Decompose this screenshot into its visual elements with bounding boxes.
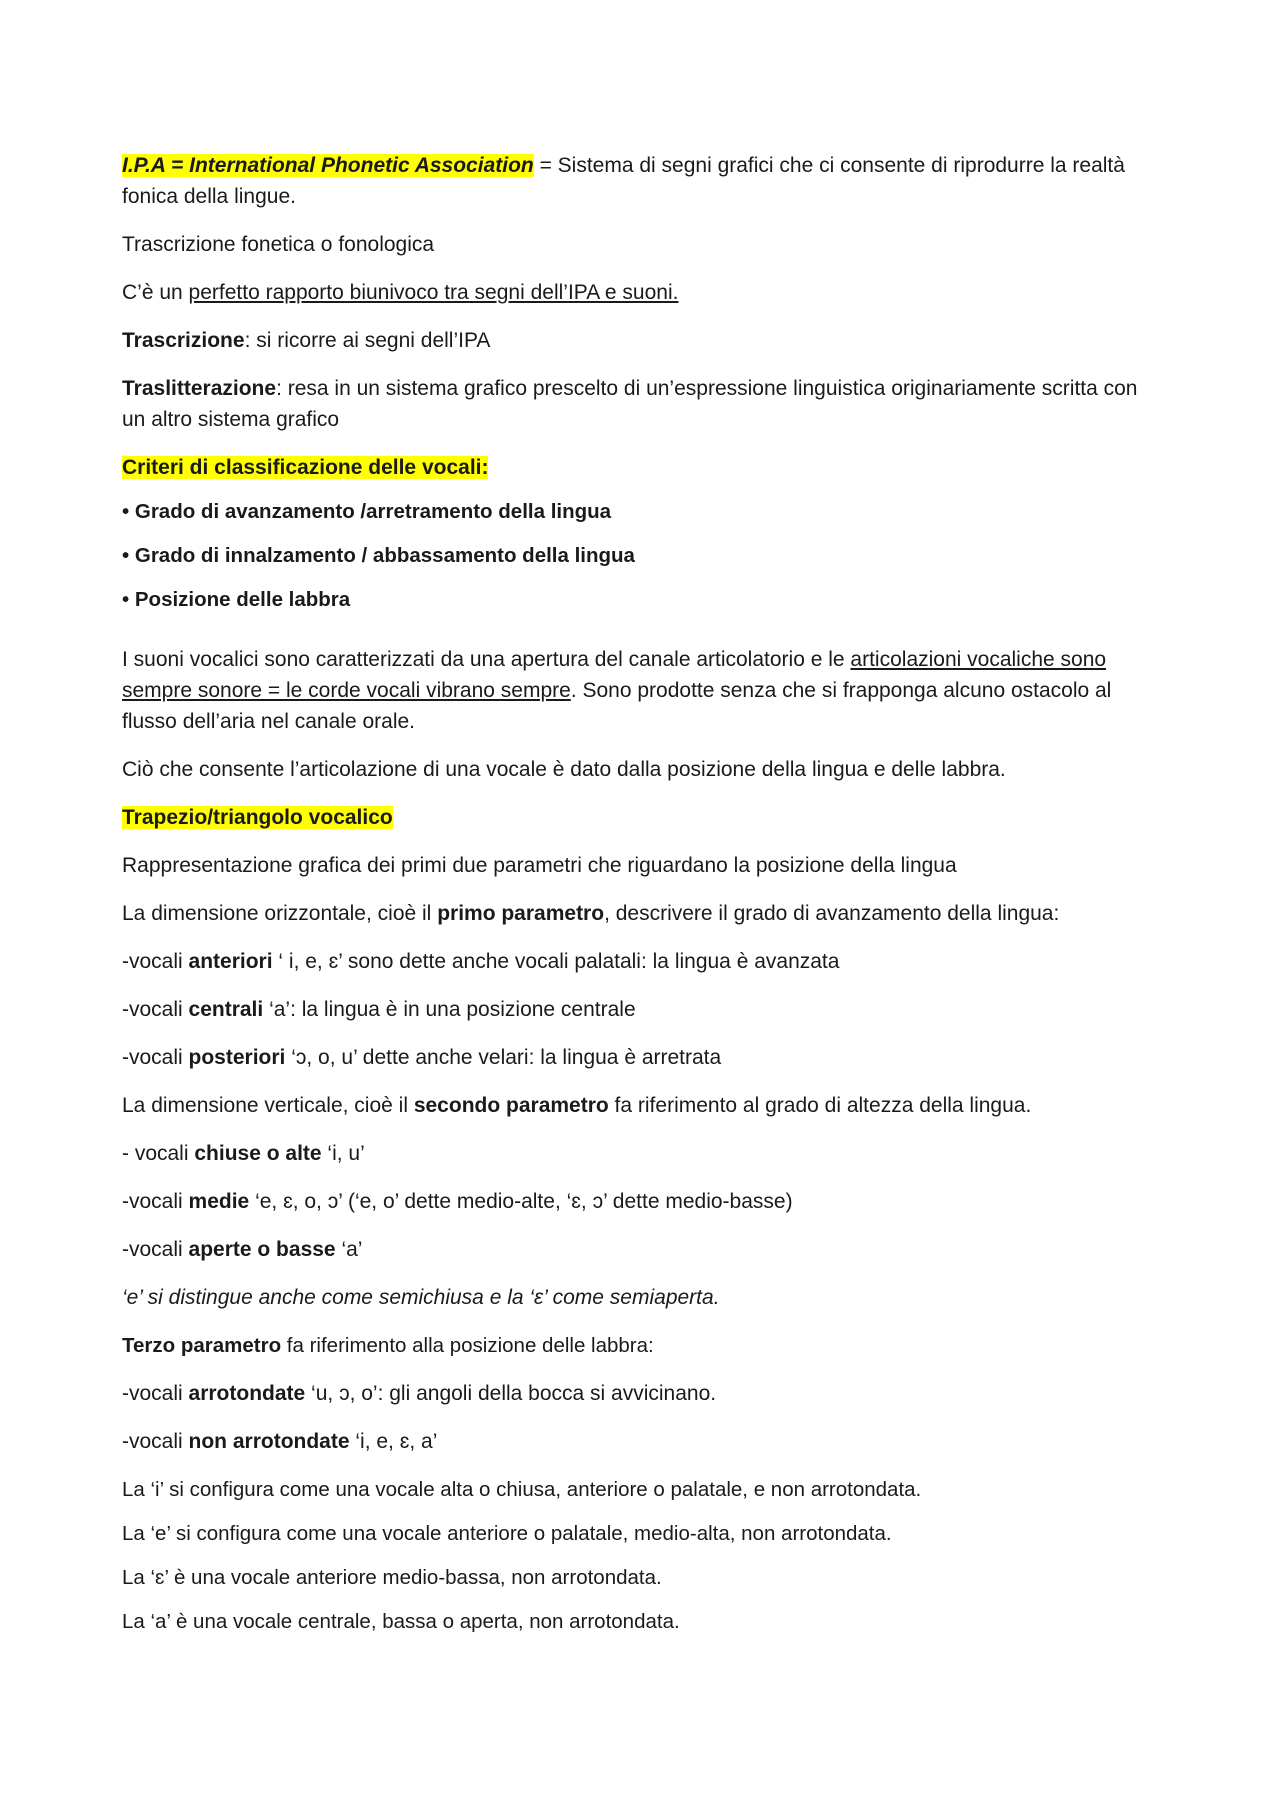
text-run: La dimensione verticale, cioè il: [122, 1094, 414, 1117]
aperte-line: [122, 1234, 1162, 1265]
trascrizione-definition: [122, 325, 1162, 356]
terzo-parametro-line: [122, 1330, 1162, 1361]
rapporto-pre: C’è un: [122, 281, 189, 304]
suoni-vocalici-post: . Sono prodotte senza che si frapponga alcuno ostacolo al flusso dell’aria nel canale orale.: [122, 679, 1112, 733]
medie-line: [122, 1186, 1162, 1217]
bold-run: chiuse o alte: [194, 1142, 322, 1165]
text-run: -vocali: [122, 950, 189, 973]
cio-che-line: Ciò che consente l’articolazione di una vocale è dato dalla posizione della lingua e delle labbra.: [122, 758, 1006, 781]
trapezio-heading: [122, 802, 1162, 833]
text-run: -vocali: [122, 1190, 189, 1213]
criteri-heading: [122, 452, 1162, 483]
bold-run: Terzo parametro: [122, 1334, 282, 1357]
summary-line: La ‘i’ si configura come una vocale alta o chiusa, anteriore o palatale, e non arrotondata.: [122, 1478, 922, 1501]
summary-line: La ‘a’ è una vocale centrale, bassa o aperta, non arrotondata.: [122, 1610, 680, 1633]
suoni-vocalici-paragraph: [122, 644, 1162, 737]
bold-run: aperte o basse: [188, 1238, 336, 1261]
bullet-item: • Posizione delle labbra: [122, 588, 351, 611]
text-run: La dimensione orizzontale, cioè il: [122, 902, 438, 925]
bold-run: medie: [188, 1190, 250, 1213]
centrali-line: [122, 994, 1162, 1025]
text-run: ‘a’: [335, 1238, 363, 1261]
rapporto-line: [122, 277, 1162, 308]
bold-run: secondo parametro: [413, 1094, 609, 1117]
trascrizione-term: Trascrizione: [122, 329, 245, 352]
traslitterazione-definition: [122, 373, 1162, 435]
bold-run: posteriori: [188, 1046, 286, 1069]
rappresentazione-line: Rappresentazione grafica dei primi due parametri che riguardano la posizione della lingua: [122, 854, 957, 877]
text-run: ‘ɔ, o, u’ dette anche velari: la lingua è arretrata: [285, 1046, 722, 1069]
text-run: ‘a’: la lingua è in una posizione centrale: [263, 998, 636, 1021]
text-run: -vocali: [122, 1238, 189, 1261]
dimensione-verticale-line: [122, 1090, 1162, 1121]
dimensione-orizzontale-line: [122, 898, 1162, 929]
ipa-term: I.P.A = International Phonetic Association: [122, 154, 534, 177]
text-run: , descrivere il grado di avanzamento della lingua:: [604, 902, 1060, 925]
bold-run: primo parametro: [437, 902, 605, 925]
arrotondate-line: [122, 1378, 1162, 1409]
text-run: ‘i, e, ɛ, a’: [349, 1430, 438, 1453]
text-run: ‘i, u’: [321, 1142, 365, 1165]
summary-line: La ‘ɛ’ è una vocale anteriore medio-bassa, non arrotondata.: [122, 1566, 662, 1589]
bullet-item: • Grado di avanzamento /arretramento della lingua: [122, 500, 612, 523]
bold-run: anteriori: [188, 950, 273, 973]
rapporto-underlined: perfetto rapporto biunivoco tra segni dell’IPA e suoni.: [188, 281, 679, 304]
non-arrotondate-line: [122, 1426, 1162, 1457]
posteriori-line: [122, 1042, 1162, 1073]
suoni-vocalici-underlined: articolazioni vocaliche sono sempre sonore = le corde vocali vibrano sempre: [122, 648, 1107, 702]
bold-run: centrali: [188, 998, 264, 1021]
empty-line: [122, 615, 1162, 644]
document-page: [122, 150, 1162, 1637]
ipa-definition: [122, 150, 1162, 212]
text-run: fa riferimento al grado di altezza della lingua.: [608, 1094, 1032, 1117]
traslitterazione-text: : resa in un sistema grafico prescelto di un’espressione linguistica originariamente scritta con un altro sistema grafico: [122, 377, 1138, 431]
ipa-definition-text: = Sistema di segni grafici che ci consente di riprodurre la realtà fonica della lingue.: [122, 154, 1125, 208]
text-run: -vocali: [122, 998, 189, 1021]
text-run: - vocali: [122, 1142, 195, 1165]
trapezio-heading-text: Trapezio/triangolo vocalico: [122, 806, 393, 829]
trascrizione-fonetica-line: Trascrizione fonetica o fonologica: [122, 233, 435, 256]
summary-line: La ‘e’ si configura come una vocale anteriore o palatale, medio-alta, non arrotondata.: [122, 1522, 892, 1545]
text-run: -vocali: [122, 1046, 189, 1069]
text-run: -vocali: [122, 1430, 189, 1453]
bold-run: arrotondate: [188, 1382, 306, 1405]
text-run: fa riferimento alla posizione delle labbra:: [281, 1334, 654, 1357]
text-run: ‘u, ɔ, o’: gli angoli della bocca si avvicinano.: [305, 1382, 717, 1405]
criteri-heading-text: Criteri di classificazione delle vocali:: [122, 456, 489, 479]
bullet-item: • Grado di innalzamento / abbassamento della lingua: [122, 544, 635, 567]
trascrizione-text: : si ricorre ai segni dell’IPA: [244, 329, 491, 352]
suoni-vocalici-pre: I suoni vocalici sono caratterizzati da una apertura del canale articolatorio e le: [122, 648, 851, 671]
semichiusa-line: ‘e’ si distingue anche come semichiusa e la ‘ɛ’ come semiaperta.: [122, 1286, 720, 1309]
text-run: -vocali: [122, 1382, 189, 1405]
anteriori-line: [122, 946, 1162, 977]
bold-run: non arrotondate: [188, 1430, 350, 1453]
text-run: ‘ i, e, ɛ’ sono dette anche vocali palatali: la lingua è avanzata: [272, 950, 840, 973]
text-run: ‘e, ɛ, o, ɔ’ (‘e, o’ dette medio-alte, ‘ɛ, ɔ’ dette medio-basse): [249, 1190, 793, 1213]
chiuse-line: [122, 1138, 1162, 1169]
traslitterazione-term: Traslitterazione: [122, 377, 277, 400]
